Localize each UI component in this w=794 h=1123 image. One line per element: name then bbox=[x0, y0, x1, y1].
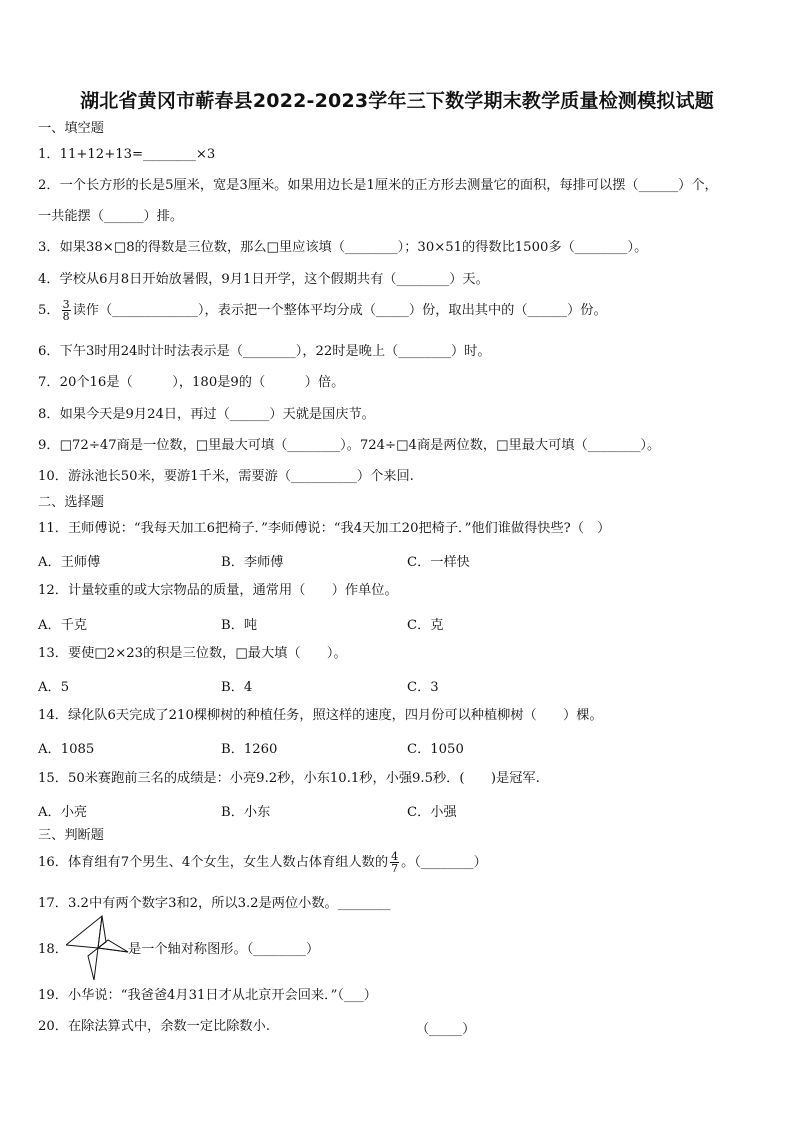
question-16-text: 16．体育组有7个男生、4个女生，女生人数占体育组人数的 bbox=[38, 855, 389, 870]
q15-option-a: A．小亮 bbox=[38, 805, 88, 820]
q11-option-c: C．一样快 bbox=[407, 555, 470, 570]
q12-option-a: A．千克 bbox=[38, 618, 88, 633]
section-fill-blank: 一、填空题 bbox=[38, 121, 104, 136]
fraction-three-eighths bbox=[62, 299, 71, 322]
q13-option-b: B．4 bbox=[221, 680, 253, 695]
question-10: 10．游泳池长50米，要游1千米，需要游（__________）个来回. bbox=[38, 469, 414, 484]
question-16-blank: 。（________） bbox=[401, 855, 487, 870]
q15-option-b: B．小东 bbox=[221, 805, 271, 820]
question-11: 11．王师傅说：“我每天加工6把椅子．”李师傅说：“我4天加工20把椅子．”他们谁做得快些?（ ） bbox=[38, 521, 611, 536]
question-14: 14．绿化队6天完成了210棵柳树的种植任务，照这样的速度，四月份可以种植柳树（ ）棵。 bbox=[38, 708, 603, 723]
fraction-four-sevenths bbox=[390, 851, 399, 874]
question-19: 19．小华说：“我爸爸4月31日才从北京开会回来．”（___） bbox=[38, 988, 377, 1003]
q14-option-c: C．1050 bbox=[407, 742, 464, 757]
page-title: 湖北省黄冈市蕲春县2022-2023学年三下数学期末教学质量检测模拟试题 bbox=[80, 90, 714, 112]
question-9: 9．□72÷47商是一位数，□里最大可填（________）。724÷□4商是两位数，□里最大可填（________）。 bbox=[38, 438, 661, 453]
fraction-numerator: 3 bbox=[62, 298, 70, 311]
question-2-line-1: 2．一个长方形的长是5厘米，宽是3厘米。如果用边长是1厘米的正方形去测量它的面积，每排可以摆（______）个， bbox=[38, 178, 718, 193]
question-18-number: 18． bbox=[38, 942, 68, 957]
question-16 bbox=[38, 851, 487, 874]
question-17: 17．3.2中有两个数字3和2，所以3.2是两位小数。________ bbox=[38, 896, 391, 911]
question-13: 13．要使□2×23的积是三位数，□最大填（ ）。 bbox=[38, 646, 347, 661]
question-20: 20．在除法算式中，余数一定比除数小. bbox=[38, 1019, 270, 1034]
question-18-text: 是一个轴对称图形。（________） bbox=[128, 942, 320, 957]
question-7: 7．20个16是（ ），180是9的（ ）倍。 bbox=[38, 375, 345, 390]
q13-option-a: A．5 bbox=[38, 680, 70, 695]
question-5-text: 读作（_____________），表示把一个整体平均分成（_____）份，取出其中的（______）份。 bbox=[72, 303, 607, 318]
question-20-blank: （_____） bbox=[416, 1022, 476, 1037]
question-15: 15．50米赛跑前三名的成绩是：小亮9.2秒，小东10.1秒，小强9.5秒．( )是冠军. bbox=[38, 771, 540, 786]
question-3: 3．如果38×□8的得数是三位数，那么□里应该填（________）；30×51的得数比1500多（________）。 bbox=[38, 240, 648, 255]
question-2-line-2: 一共能摆（______）排。 bbox=[38, 209, 184, 224]
pinwheel-shape bbox=[66, 914, 130, 982]
question-1: 1．11+12+13=________×3 bbox=[38, 147, 216, 162]
fraction-denominator: 7 bbox=[391, 862, 399, 875]
q14-option-b: B．1260 bbox=[221, 742, 278, 757]
q13-option-c: C．3 bbox=[407, 680, 439, 695]
q14-option-a: A．1085 bbox=[38, 742, 95, 757]
question-12: 12．计量较重的或大宗物品的质量，通常用（ ）作单位。 bbox=[38, 583, 398, 598]
question-4: 4．学校从6月8日开始放暑假，9月1日开学，这个假期共有（________）天。 bbox=[38, 272, 489, 287]
question-5-number: 5． bbox=[38, 303, 60, 318]
q15-option-c: C．小强 bbox=[407, 805, 457, 820]
q12-option-b: B．吨 bbox=[221, 618, 258, 633]
question-6: 6．下午3时用24时计时法表示是（________），22时是晚上（________）时。 bbox=[38, 344, 491, 359]
fraction-numerator: 4 bbox=[391, 850, 399, 863]
fraction-denominator: 8 bbox=[62, 310, 70, 323]
q12-option-c: C．克 bbox=[407, 618, 444, 633]
q11-option-b: B．李师傅 bbox=[221, 555, 284, 570]
section-multiple-choice: 二、选择题 bbox=[38, 495, 104, 510]
q11-option-a: A．王师傅 bbox=[38, 555, 101, 570]
section-true-false: 三、判断题 bbox=[38, 828, 104, 843]
pinwheel-figure bbox=[66, 914, 130, 986]
question-8: 8．如果今天是9月24日，再过（______）天就是国庆节。 bbox=[38, 407, 375, 422]
question-5 bbox=[38, 299, 607, 322]
